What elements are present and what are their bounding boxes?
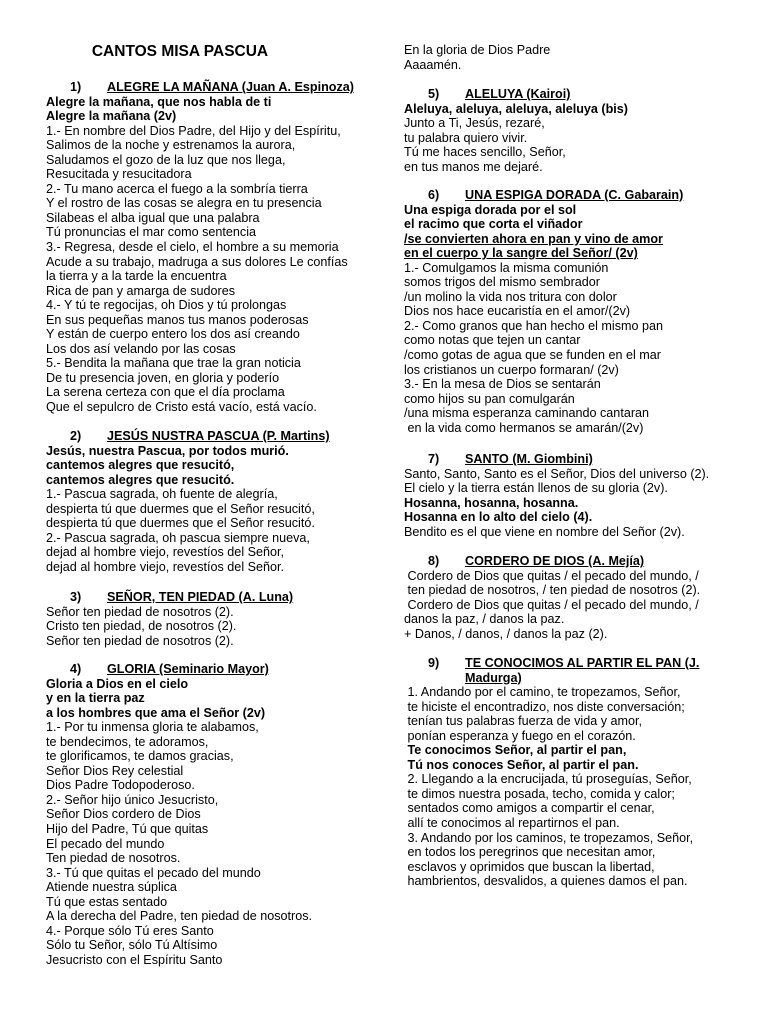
lyric-line: 1.- Pascua sagrada, oh fuente de alegría, [46, 487, 278, 502]
lyric-line: 1. Andando por el camino, te tropezamos, Señor, [404, 685, 681, 700]
lyric-line: la tierra y a la tarde la encuentra [46, 269, 227, 284]
lyric-line: dejad al hombre viejo, revestíos del Señor. [46, 559, 285, 574]
lyric-line: Atiende nuestra súplica [46, 880, 177, 895]
lyric-line: los cristianos un cuerpo formaran/ (2v) [404, 362, 619, 377]
song-section [404, 87, 734, 174]
song-heading [46, 662, 364, 677]
lyric-line: allí te conocimos al repartirnos el pan. [404, 816, 620, 831]
lyric-line: Señor ten piedad de nosotros (2). [46, 604, 234, 619]
lyric-line: 3. Andando por los caminos, te tropezamos, Señor, [404, 830, 694, 845]
lyric-line: Resucitada y resucitadora [46, 167, 192, 182]
page-title: CANTOS MISA PASCUA [91, 43, 269, 60]
lyric-line: 4.- Y tú te regocijas, oh Dios y tú prolongas [46, 298, 287, 313]
lyric-line: ponían esperanza y fuego en el corazón. [404, 728, 636, 743]
lyric-line: + Danos, / danos, / danos la paz (2). [404, 626, 608, 641]
lyric-line: cantemos alegres que resucitó, [46, 458, 235, 473]
lyric-line: 1.- En nombre del Dios Padre, del Hijo y del Espíritu, [46, 123, 341, 138]
lyric-line: Silabeas el alba igual que una palabra [46, 210, 260, 225]
song-title: CORDERO DE DIOS (A. Mejía) [465, 554, 645, 568]
lyric-line: te dimos nuestra posada, techo, comida y calor; [404, 786, 675, 801]
lyric-line: Acude a su trabajo, madruga a sus dolores Le confías [46, 254, 348, 269]
song-number: 7) [428, 452, 440, 466]
lyric-line: Alegre la mañana (2v) [46, 109, 177, 124]
lyric-line: 1.- Por tu inmensa gloria te alabamos, [46, 720, 259, 735]
song-section [46, 590, 364, 648]
song-heading [404, 188, 734, 203]
lyric-line: Sólo tu Señor, sólo Tú Altísimo [46, 938, 218, 953]
lyric-line: el racimo que corta el viñador [404, 217, 583, 232]
lyric-line: en la vida como hermanos se amarán/(2v) [404, 420, 644, 435]
song-section [404, 656, 734, 889]
lyric-line: Rica de pan y amarga de sudores [46, 283, 236, 298]
lyric-line: Te conocimos Señor, al partir el pan, [404, 743, 627, 758]
lyric-line: /se convierten ahora en pan y vino de amor [404, 231, 663, 246]
song-number: 8) [428, 554, 440, 568]
lyric-line: En sus pequeñas manos tus manos poderosas [46, 312, 309, 327]
lyric-line: en tus manos me dejaré. [404, 159, 543, 174]
lyric-line: /como gotas de agua que se funden en el mar [404, 348, 661, 363]
song-number: 4) [70, 662, 82, 676]
lyric-line: 2.- Tu mano acerca el fuego a la sombría tierra [46, 181, 308, 196]
lyric-line: Y están de cuerpo entero los dos así creando [46, 327, 300, 342]
song-number: 6) [428, 188, 440, 202]
lyric-line: Cordero de Dios que quitas / el pecado del mundo, / [404, 597, 699, 612]
lyric-line: Señor Dios cordero de Dios [46, 807, 201, 822]
song-title: TE CONOCIMOS AL PARTIR EL PAN (J. Madurga) [465, 656, 700, 685]
lyric-line: despierta tú que duermes que el Señor resucitó, [46, 501, 315, 516]
song-number: 5) [428, 87, 440, 101]
lyric-line: 1.- Comulgamos la misma comunión [404, 260, 609, 275]
lyric-line: despierta tú que duermes que el Señor resucitó. [46, 516, 315, 531]
lyric-line: 3.- Regresa, desde el cielo, el hombre a su memoria [46, 240, 339, 255]
song-heading [404, 554, 734, 569]
lyric-line: Hosanna, hosanna, hosanna. [404, 495, 579, 510]
lyric-line: Aaaamén. [404, 57, 462, 72]
song-title: GLORIA (Seminario Mayor) [107, 662, 269, 676]
lyric-line: Señor Dios Rey celestial [46, 763, 184, 778]
lyric-line: Jesús, nuestra Pascua, por todos murió. [46, 443, 289, 458]
lyric-line: 2.- Señor hijo único Jesucristo, [46, 792, 219, 807]
song-heading [404, 656, 734, 685]
song-heading [46, 429, 364, 444]
lyric-line: sentados como amigos a compartir el cenar, [404, 801, 655, 816]
lyric-line: De tu presencia joven, en gloria y poderío [46, 370, 280, 385]
song-section [46, 429, 364, 574]
lyric-line: Señor ten piedad de nosotros (2). [46, 633, 234, 648]
lyric-line: cantemos alegres que resucitó. [46, 472, 235, 487]
lyric-line: Tú nos conoces Señor, al partir el pan. [404, 757, 639, 772]
lyric-line: Dios Padre Todopoderoso. [46, 778, 195, 793]
lyric-line: Bendito es el que viene en nombre del Señor (2v). [404, 524, 685, 539]
lyric-line: Los dos así velando por las cosas [46, 341, 236, 356]
lyric-line: Santo, Santo, Santo es el Señor, Dios del universo (2). [404, 466, 710, 481]
lyric-line: esclavos y oprimidos que buscan la libertad, [404, 859, 655, 874]
lyric-line: Cordero de Dios que quitas / el pecado del mundo, / [404, 568, 699, 583]
lyric-line: Y el rostro de las cosas se alegra en tu presencia [46, 196, 322, 211]
lyric-line: hambrientos, desvalidos, a quienes damos el pan. [404, 874, 688, 889]
lyric-line: Hosanna en lo alto del cielo (4). [404, 510, 593, 525]
song-heading [46, 80, 364, 95]
lyric-line: Tú que estas sentado [46, 894, 168, 909]
lyric-line: 4.- Porque sólo Tú eres Santo [46, 923, 214, 938]
lyric-line: tenían tus palabras fuerza de vida y amor, [404, 714, 643, 729]
lyric-line: 2.- Como granos que han hecho el mismo pan [404, 318, 664, 333]
lyric-line: Hijo del Padre, Tú que quitas [46, 822, 209, 837]
lyric-line: en el cuerpo y la sangre del Señor/ (2v) [404, 246, 638, 261]
lyric-line: A la derecha del Padre, ten piedad de nosotros. [46, 909, 313, 924]
lyric-line: Tú me haces sencillo, Señor, [404, 145, 566, 160]
lyric-line: Cristo ten piedad, de nosotros (2). [46, 619, 237, 634]
lyric-line: 5.- Bendita la mañana que trae la gran noticia [46, 356, 301, 371]
lyric-line: 3.- Tú que quitas el pecado del mundo [46, 865, 261, 880]
lyric-line: El pecado del mundo [46, 836, 165, 851]
lyric-line: a los hombres que ama el Señor (2v) [46, 705, 266, 720]
song-heading [46, 590, 364, 605]
lyric-line: Salimos de la noche y estrenamos la aurora, [46, 138, 296, 153]
song-heading [404, 452, 734, 467]
lyric-line: y en la tierra paz [46, 691, 145, 706]
lyric-line: La serena certeza con que el día proclama [46, 385, 285, 400]
lyric-line: 2. Llegando a la encrucijada, tú proseguías, Señor, [404, 772, 692, 787]
song-section [404, 452, 734, 539]
song-title: SANTO (M. Giombini) [465, 452, 593, 466]
song-title: ALEGRE LA MAÑANA (Juan A. Espinoza) [107, 80, 354, 94]
lyric-line: como notas que tejen un cantar [404, 333, 581, 348]
lyric-line: Tú pronuncias el mar como sentencia [46, 225, 256, 240]
song-title: SEÑOR, TEN PIEDAD (A. Luna) [107, 590, 294, 604]
lyric-line: danos la paz, / danos la paz. [404, 612, 565, 627]
song-section [46, 80, 364, 415]
song-section [46, 662, 364, 967]
song-section [404, 188, 734, 435]
lyric-line: somos trigos del mismo sembrador [404, 275, 600, 290]
lyric-line: te hiciste el encontradizo, nos diste conversación; [404, 699, 685, 714]
lyric-line: Aleluya, aleluya, aleluya, aleluya (bis) [404, 101, 628, 116]
lyric-line: te glorificamos, te damos gracias, [46, 749, 234, 764]
lyric-line: Alegre la mañana, que nos habla de ti [46, 94, 272, 109]
song-heading [404, 87, 734, 102]
lyric-line: Junto a Ti, Jesús, rezaré, [404, 116, 545, 131]
continued-lines [404, 43, 550, 72]
lyric-line: en todos los peregrinos que necesitan amor, [404, 845, 656, 860]
lyric-line: tu palabra quiero vivir. [404, 130, 528, 145]
lyric-line: Que el sepulcro de Cristo está vacío, está vacío. [46, 400, 317, 415]
song-section [404, 554, 734, 641]
lyric-line: El cielo y la tierra están llenos de su gloria (2v). [404, 481, 668, 496]
song-title: ALELUYA (Kairoi) [465, 87, 571, 101]
song-number: 3) [70, 590, 82, 604]
lyric-line: dejad al hombre viejo, revestíos del Señor, [46, 545, 285, 560]
song-number: 2) [70, 429, 82, 443]
lyric-line: Saludamos el gozo de la luz que nos llega, [46, 152, 286, 167]
lyric-line: 2.- Pascua sagrada, oh pascua siempre nueva, [46, 530, 310, 545]
lyric-line: Ten piedad de nosotros. [46, 851, 181, 866]
lyric-line: Dios nos hace eucaristía en el amor/(2v) [404, 304, 631, 319]
song-number: 1) [70, 80, 82, 94]
song-title: JESÚS NUSTRA PASCUA (P. Martins) [107, 429, 330, 443]
lyric-line: como hijos su pan comulgarán [404, 391, 575, 406]
lyric-line: /un molino la vida nos tritura con dolor [404, 289, 617, 304]
lyric-line: /una misma esperanza caminando cantaran [404, 406, 650, 421]
song-title: UNA ESPIGA DORADA (C. Gabarain) [465, 188, 684, 202]
lyric-line: 3.- En la mesa de Dios se sentarán [404, 377, 601, 392]
song-number: 9) [428, 656, 440, 670]
lyric-line: Gloria a Dios en el cielo [46, 676, 189, 691]
lyric-line: En la gloria de Dios Padre [404, 43, 551, 57]
lyric-line: te bendecimos, te adoramos, [46, 734, 209, 749]
lyric-line: ten piedad de nosotros, / ten piedad de nosotros (2). [404, 583, 701, 598]
lyric-line: Una espiga dorada por el sol [404, 202, 577, 217]
lyric-line: Jesucristo con el Espíritu Santo [46, 952, 223, 967]
